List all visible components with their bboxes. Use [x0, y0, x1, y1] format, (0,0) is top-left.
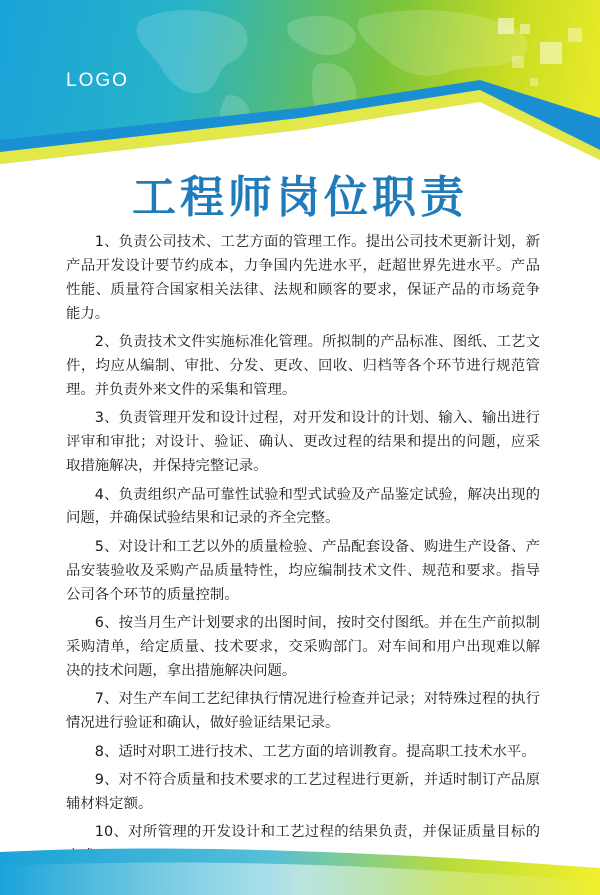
duty-item-10: 10、对所管理的开发设计和工艺过程的结果负责，并保证质量目标的	[94, 824, 540, 841]
duty-item-6: 6、按当月生产计划要求的出图时间，按时交付图纸。并在生产前拟制采购清单，给定质量、技术要求，交采购部门。对车间和用户出现难以解决的技术问题，拿出措施解决问题。	[66, 615, 540, 679]
duty-item-3: 3、负责管理开发和设计过程，对开发和设计的计划、输入、输出进行评审和审批；对设计、验证、确认、更改过程的结果和提出的问题，应采取措施解决，并保持完整记录。	[66, 410, 540, 475]
duty-item-2: 2、负责技术文件实施标准化管理。所拟制的产品标准、图纸、工艺文件，均应从编制、审批、分发、更改、回收、归档等各个环节进行规范管理。并负责外来文件的采集和管理。	[66, 334, 540, 398]
duty-item-4: 4、负责组织产品可靠性试验和型式试验及产品鉴定试验，解决出现的问题，并确保试验结果和记录的齐全完整。	[66, 486, 540, 527]
duty-item-9: 9、对不符合质量和技术要求的工艺过程进行更新，并适时制订产品原辅材料定额。	[66, 772, 540, 812]
duties-list	[66, 231, 540, 874]
duty-item-7: 7、对生产车间工艺纪律执行情况进行检查并记录；对特殊过程的执行情况进行验证和确认，做好验证结果记录。	[66, 691, 540, 732]
footer-wave	[0, 846, 600, 895]
duty-item-1: 1、负责公司技术、工艺方面的管理工作。提出公司技术更新计划，新产品开发设计要节约成本，力争国内先进水平，赶超世界先进水平。产品性能、质量符合国家相关法律、法规和顾客的要求，保证产品的市场竞争能力。	[66, 234, 540, 322]
duty-item-8: 8、适时对职工进行技术、工艺方面的培训教育。提高职工技术水平。	[94, 743, 536, 760]
page-title: 工程师岗位职责	[132, 172, 468, 223]
logo-text: LOGO	[66, 70, 129, 91]
duty-item-5: 5、对设计和工艺以外的质量检验、产品配套设备、购进生产设备、产品安装验收及采购产品质量特性，均应编制技术文件、规范和要求。指导公司各个环节的质量控制。	[66, 538, 540, 603]
